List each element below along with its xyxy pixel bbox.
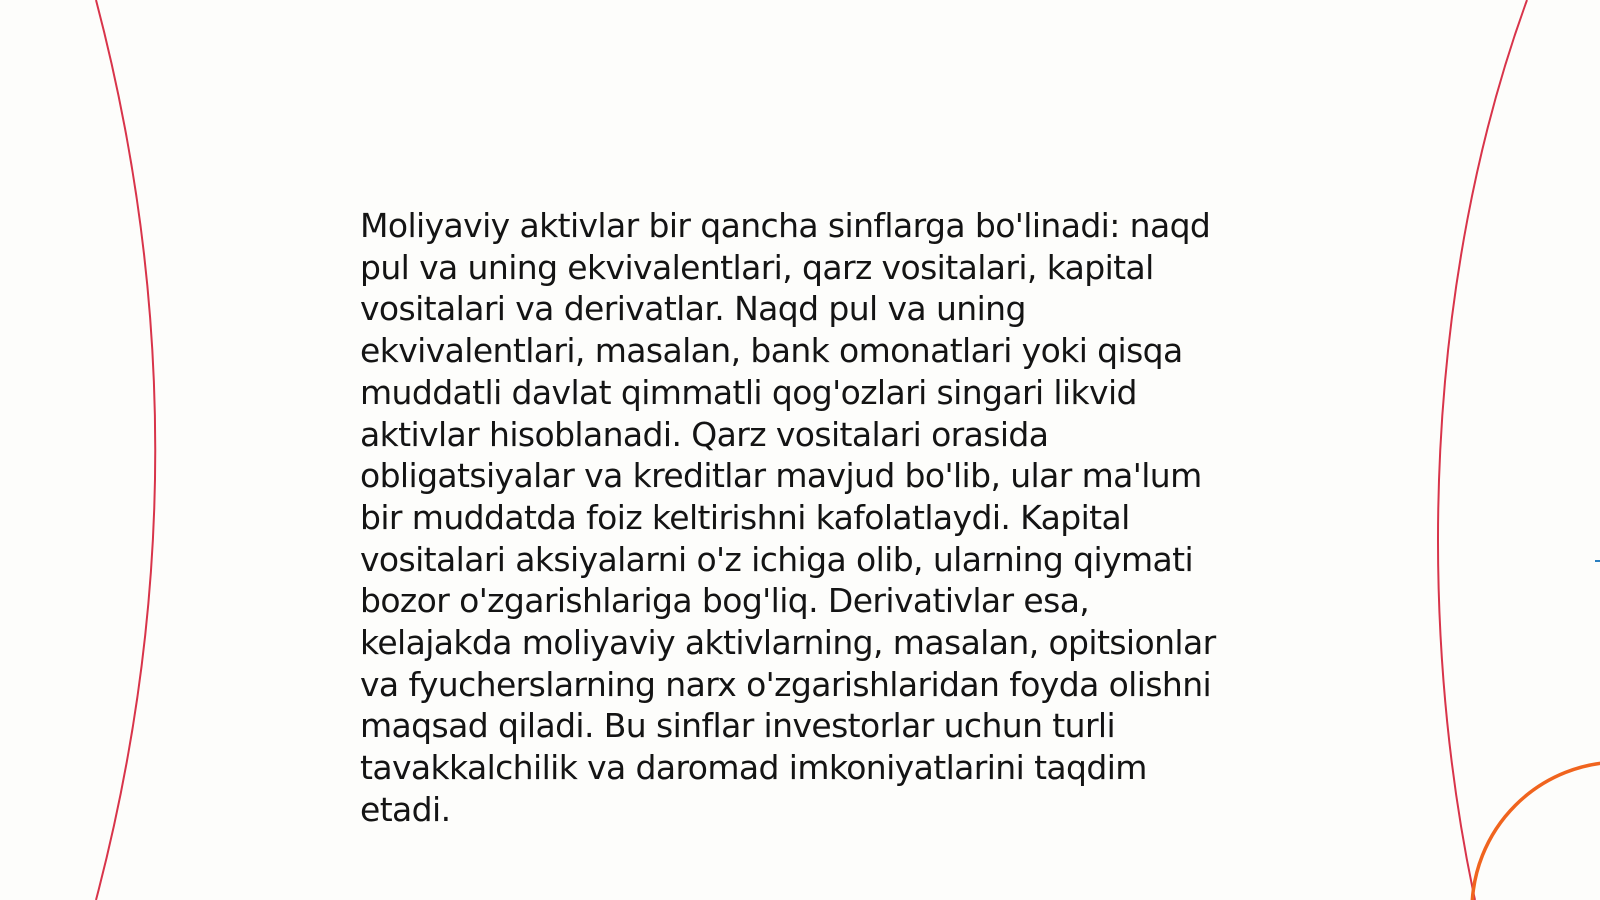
orange-circle-arc <box>1472 762 1600 900</box>
right-curve-line <box>1438 0 1527 900</box>
left-curve-line <box>96 0 155 900</box>
body-paragraph: Moliyaviy aktivlar bir qancha sinflarga bo'linadi: naqd pul va uning ekvivalentlari, qarz vositalari, kapital vositalari va derivatlar. Naqd pul va uning ekvivalentlari, masalan, bank omonatlari yoki qisqa muddatli davlat qimmatli qog'ozlari singari likvid aktivlar hisoblanadi. Qarz vositalari orasida obligatsiyalar va kreditlar mavjud bo'lib, ular ma'lum bir muddatda foiz keltirishni kafolatlaydi. Kapital vositalari aksiyalarni o'z ichiga olib, ularning qiymati bozor o'zgarishlariga bog'liq. Derivativlar esa, kelajakda moliyaviy aktivlarning, masalan, opitsionlar va fyucherslarning narx o'zgarishlaridan foyda olishni maqsad qiladi. Bu sinflar investorlar uchun turli tavakkalchilik va daromad imkoniyatlarini taqdim etadi. <box>360 206 1216 829</box>
